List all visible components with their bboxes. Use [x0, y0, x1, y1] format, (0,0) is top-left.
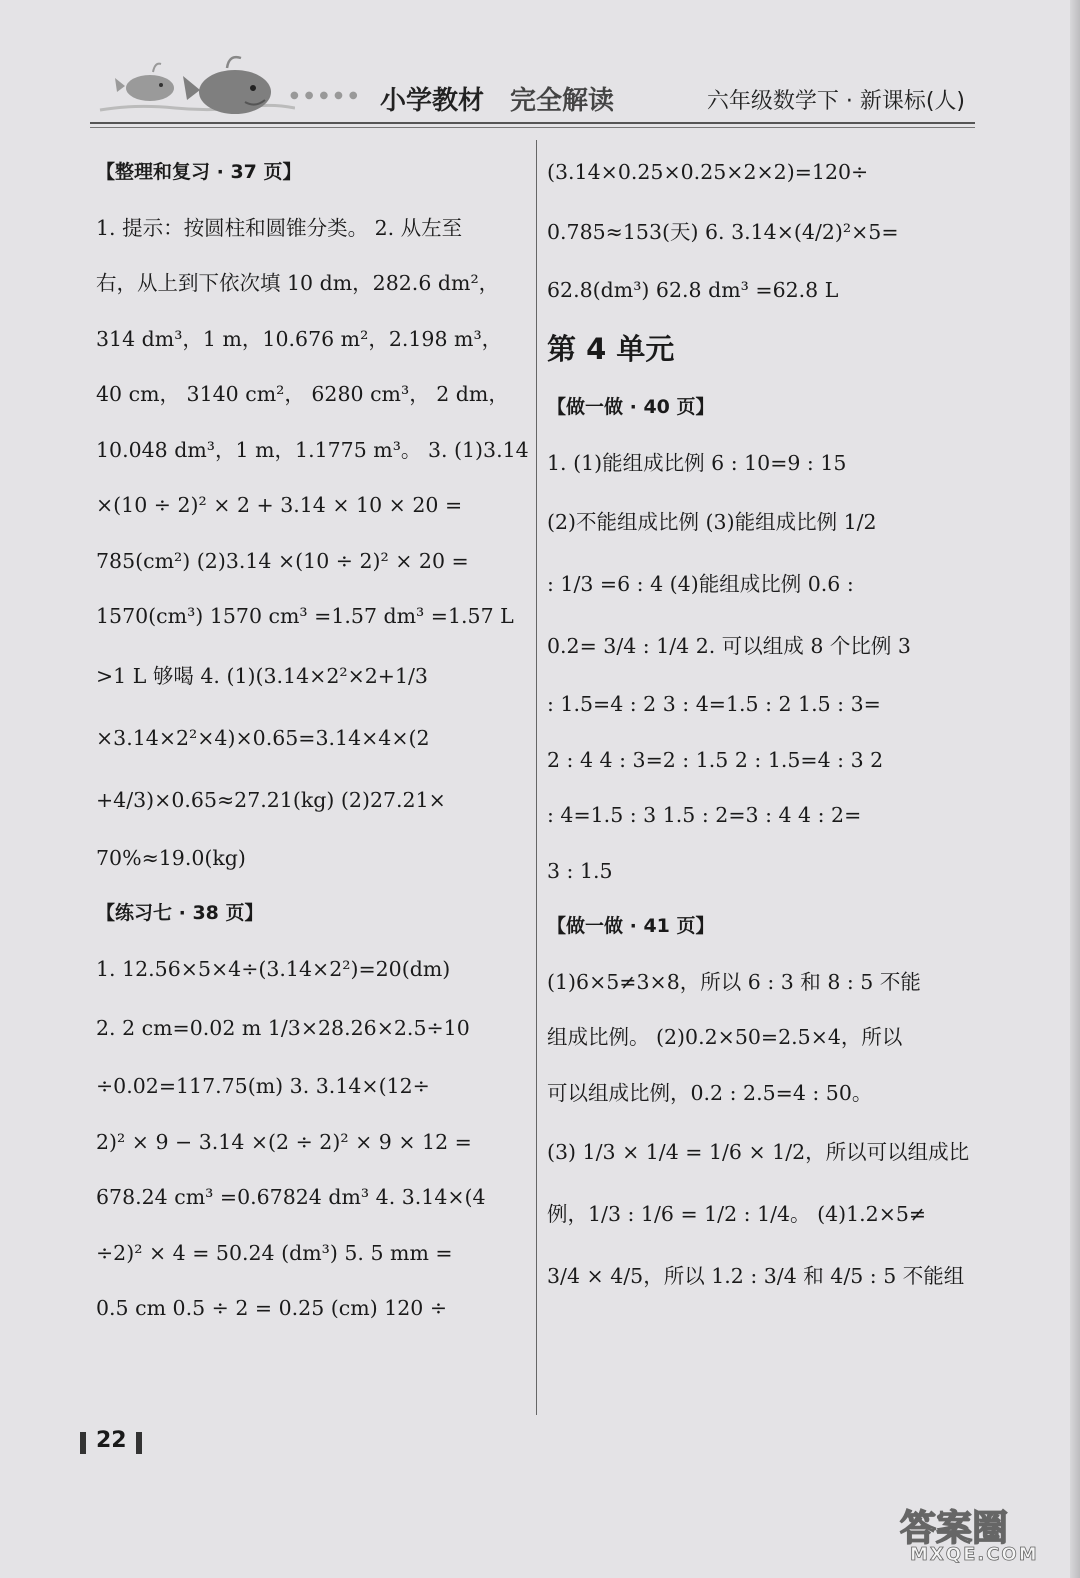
section-heading: 【做一做 · 40 页】 [547, 396, 715, 418]
answer-line: ÷2)² × 4 = 50.24 (dm³) 5. 5 mm = [96, 1240, 453, 1265]
whale-logo-icon [95, 50, 295, 122]
footer-bar-right [136, 1432, 142, 1454]
footer-bar-left [80, 1432, 86, 1454]
column-divider [536, 140, 537, 1415]
answer-line: 70%≈19.0(kg) [96, 845, 246, 870]
answer-line: 40 cm， 3140 cm²， 6280 cm³， 2 dm， [96, 382, 509, 406]
section-heading: 【做一做 · 41 页】 [547, 915, 715, 937]
page-edge [1070, 0, 1080, 1578]
answer-line: : 1/3 =6 : 4 (4)能组成比例 0.6 : [547, 572, 854, 596]
answer-line: 1. 12.56×5×4÷(3.14×2²)=20(dm) [96, 956, 451, 981]
answer-line: 例，1/3 : 1/6 = 1/2 : 1/4。 (4)1.2×5≠ [547, 1202, 927, 1226]
answer-line: 右，从上到下依次填 10 dm，282.6 dm²， [96, 271, 500, 295]
answer-line: 314 dm³，1 m，10.676 m²，2.198 m³， [96, 326, 503, 351]
answer-line: 3 : 1.5 [547, 858, 613, 883]
answer-line: 62.8(dm³) 62.8 dm³ =62.8 L [547, 277, 839, 302]
header-dots: ●●●●● [290, 90, 364, 101]
answer-line: ×3.14×2²×4)×0.65=3.14×4×(2 [96, 725, 430, 750]
section-heading: 【练习七 · 38 页】 [96, 902, 264, 924]
answer-line: ×(10 ÷ 2)² × 2 + 3.14 × 10 × 20 = [96, 493, 463, 517]
answer-line: 678.24 cm³ =0.67824 dm³ 4. 3.14×(4 [96, 1185, 486, 1209]
answer-line: +4/3)×0.65≈27.21(kg) (2)27.21× [96, 787, 446, 812]
answer-line: (3) 1/3 × 1/4 = 1/6 × 1/2，所以可以组成比 [547, 1140, 970, 1164]
unit-heading: 第 4 单元 [547, 332, 675, 366]
answer-line: 1. 提示：按圆柱和圆锥分类。 2. 从左至 [96, 215, 463, 240]
answer-line: 0.2= 3/4 : 1/4 2. 可以组成 8 个比例 3 [547, 634, 911, 658]
header-grade: 六年级数学下 · 新课标(人) [706, 89, 965, 114]
page-number: 22 [96, 1428, 127, 1453]
answer-line: (3.14×0.25×0.25×2×2)=120÷ [547, 160, 869, 184]
header-rule [90, 122, 975, 124]
answer-line: 1. (1)能组成比例 6 : 10=9 : 15 [547, 450, 847, 475]
answer-line: (1)6×5≠3×8，所以 6 : 3 和 8 : 5 不能 [547, 969, 921, 994]
answer-line: 0.785≈153(天) 6. 3.14×(4/2)²×5= [547, 219, 899, 244]
answer-line: 1570(cm³) 1570 cm³ =1.57 dm³ =1.57 L [96, 604, 514, 628]
answer-line: 2)² × 9 − 3.14 ×(2 ÷ 2)² × 9 × 12 = [96, 1129, 472, 1154]
answer-line: : 1.5=4 : 2 3 : 4=1.5 : 2 1.5 : 3= [547, 692, 881, 716]
answer-line: 组成比例。 (2)0.2×50=2.5×4，所以 [547, 1025, 903, 1049]
answer-line: ÷0.02=117.75(m) 3. 3.14×(12÷ [96, 1074, 430, 1098]
answer-line: 0.5 cm 0.5 ÷ 2 = 0.25 (cm) 120 ÷ [96, 1296, 448, 1320]
answer-line: 10.048 dm³，1 m，1.1775 m³。 3. (1)3.14 [96, 437, 529, 462]
answer-line: 785(cm²) (2)3.14 ×(10 ÷ 2)² × 20 = [96, 548, 469, 573]
answer-line: 2. 2 cm=0.02 m 1/3×28.26×2.5÷10 [96, 1016, 470, 1040]
header-rule-thin [90, 127, 975, 128]
answer-line: >1 L 够喝 4. (1)(3.14×2²×2+1/3 [96, 663, 428, 688]
answer-line: : 4=1.5 : 3 1.5 : 2=3 : 4 4 : 2= [547, 803, 862, 827]
answer-line: 3/4 × 4/5，所以 1.2 : 3/4 和 4/5 : 5 不能组 [547, 1264, 965, 1288]
page-header [90, 50, 975, 128]
answer-line: 可以组成比例，0.2 : 2.5=4 : 50。 [547, 1080, 873, 1105]
watermark-bottom: MXQE.COM [910, 1544, 1039, 1565]
answer-line: 2 : 4 4 : 3=2 : 1.5 2 : 1.5=4 : 3 2 [547, 747, 884, 772]
header-subtitle: 完全解读 [510, 86, 615, 116]
answer-line: (2)不能组成比例 (3)能组成比例 1/2 [547, 510, 877, 534]
header-title: 小学教材 [380, 86, 485, 116]
watermark-logo [890, 1500, 1060, 1570]
left-column [96, 145, 529, 1337]
section-heading: 【整理和复习 · 37 页】 [96, 161, 302, 183]
watermark-top: 答案圈 [900, 1508, 1009, 1549]
right-column [547, 145, 977, 1307]
